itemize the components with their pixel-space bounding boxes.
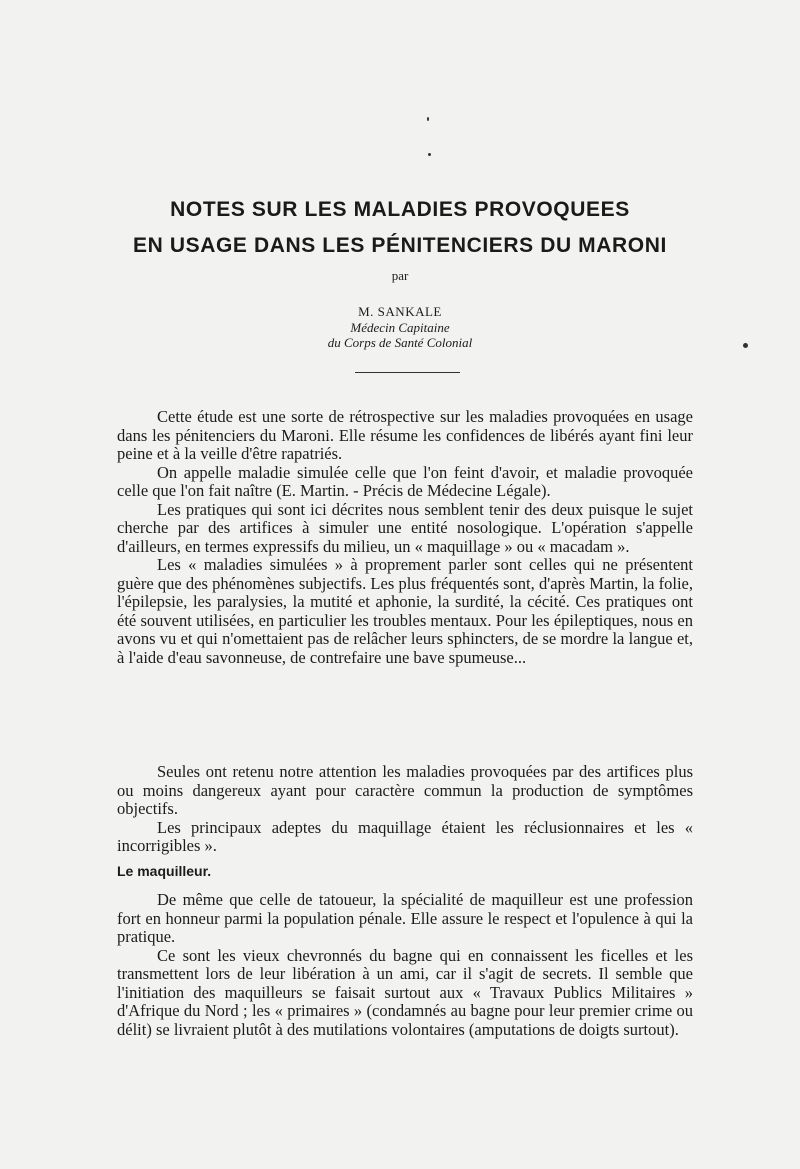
paragraph: Les principaux adeptes du maquillage étaient les réclusionnaires et les « incorrigibles ».	[117, 817, 693, 855]
section-heading: Le maquilleur.	[117, 863, 212, 879]
paragraph: Cette étude est une sorte de rétrospective sur les maladies provoquées en usage dans les pénitenciers du Maroni. Elle résume les confidences de libérés ayant fini leur peine et à la veille d'être rapatriés.	[117, 407, 693, 463]
author-name: M. SANKALE	[358, 304, 442, 319]
title-line-2: EN USAGE DANS LES PÉNITENCIERS DU MARONI	[133, 234, 667, 257]
paragraph: Seules ont retenu notre attention les maladies provoquées par des artifices plus ou moins dangereux ayant pour caractère commun la production de symptômes objectifs.	[117, 762, 693, 818]
paragraph: Les pratiques qui sont ici décrites nous semblent tenir des deux puisque le sujet cherche par des artifices à simuler une entité nosologique. L'opération s'appelle d'ailleurs, en termes expressifs du milieu, un « maquillage » ou « macadam ».	[117, 499, 693, 556]
author-rank-line-1: Médecin Capitaine	[350, 320, 450, 335]
separator-rule	[355, 372, 460, 373]
by-label: par	[391, 268, 409, 283]
paragraph: Les « maladies simulées » à proprement parler sont celles qui ne présentent guère que des phénomènes subjectifs. Les plus fréquentés sont, d'après Martin, la folie, l'épilepsie, les paralysies, la mutité et aphonie, la surdité, la cécité. Ces pratiques ont été souvent utilisées, en particulier les troubles mentaux. Pour les épileptiques, nous en avons vu et qui n'omettaient pas de relâcher leurs sphincters, de se mordre la langue et, à l'aide d'eau savonneuse, de contrefaire une bave spumeuse...	[117, 555, 693, 667]
paragraph: Ce sont les vieux chevronnés du bagne qui en connaissent les ficelles et les transmettent lors de leur libération à un ami, car il s'agit de secrets. Il semble que l'initiation des maquilleurs se faisait surtout aux « Travaux Publics Militaires » d'Afrique du Nord ; les « primaires » (condamnés au bagne pour leur premier crime ou délit) se livraient plutôt à des mutilations volontaires (amputations de doigts surtout).	[117, 945, 693, 1039]
body-block-maquilleur	[117, 891, 693, 1039]
body-block-intro	[117, 408, 693, 667]
scan-speck	[427, 117, 429, 121]
paragraph: On appelle maladie simulée celle que l'on feint d'avoir, et maladie provoquée celle que l'on fait naître (E. Martin. - Précis de Médecine Légale).	[117, 462, 693, 500]
body-block-focus	[117, 763, 693, 856]
title-line-1: NOTES SUR LES MALADIES PROVOQUEES	[170, 198, 630, 221]
scan-speck	[428, 153, 431, 156]
author-rank-line-2: du Corps de Santé Colonial	[327, 335, 473, 350]
paragraph: De même que celle de tatoueur, la spécialité de maquilleur est une profession fort en honneur parmi la population pénale. Elle assure le respect et l'opulence à qui la pratique.	[117, 890, 693, 946]
